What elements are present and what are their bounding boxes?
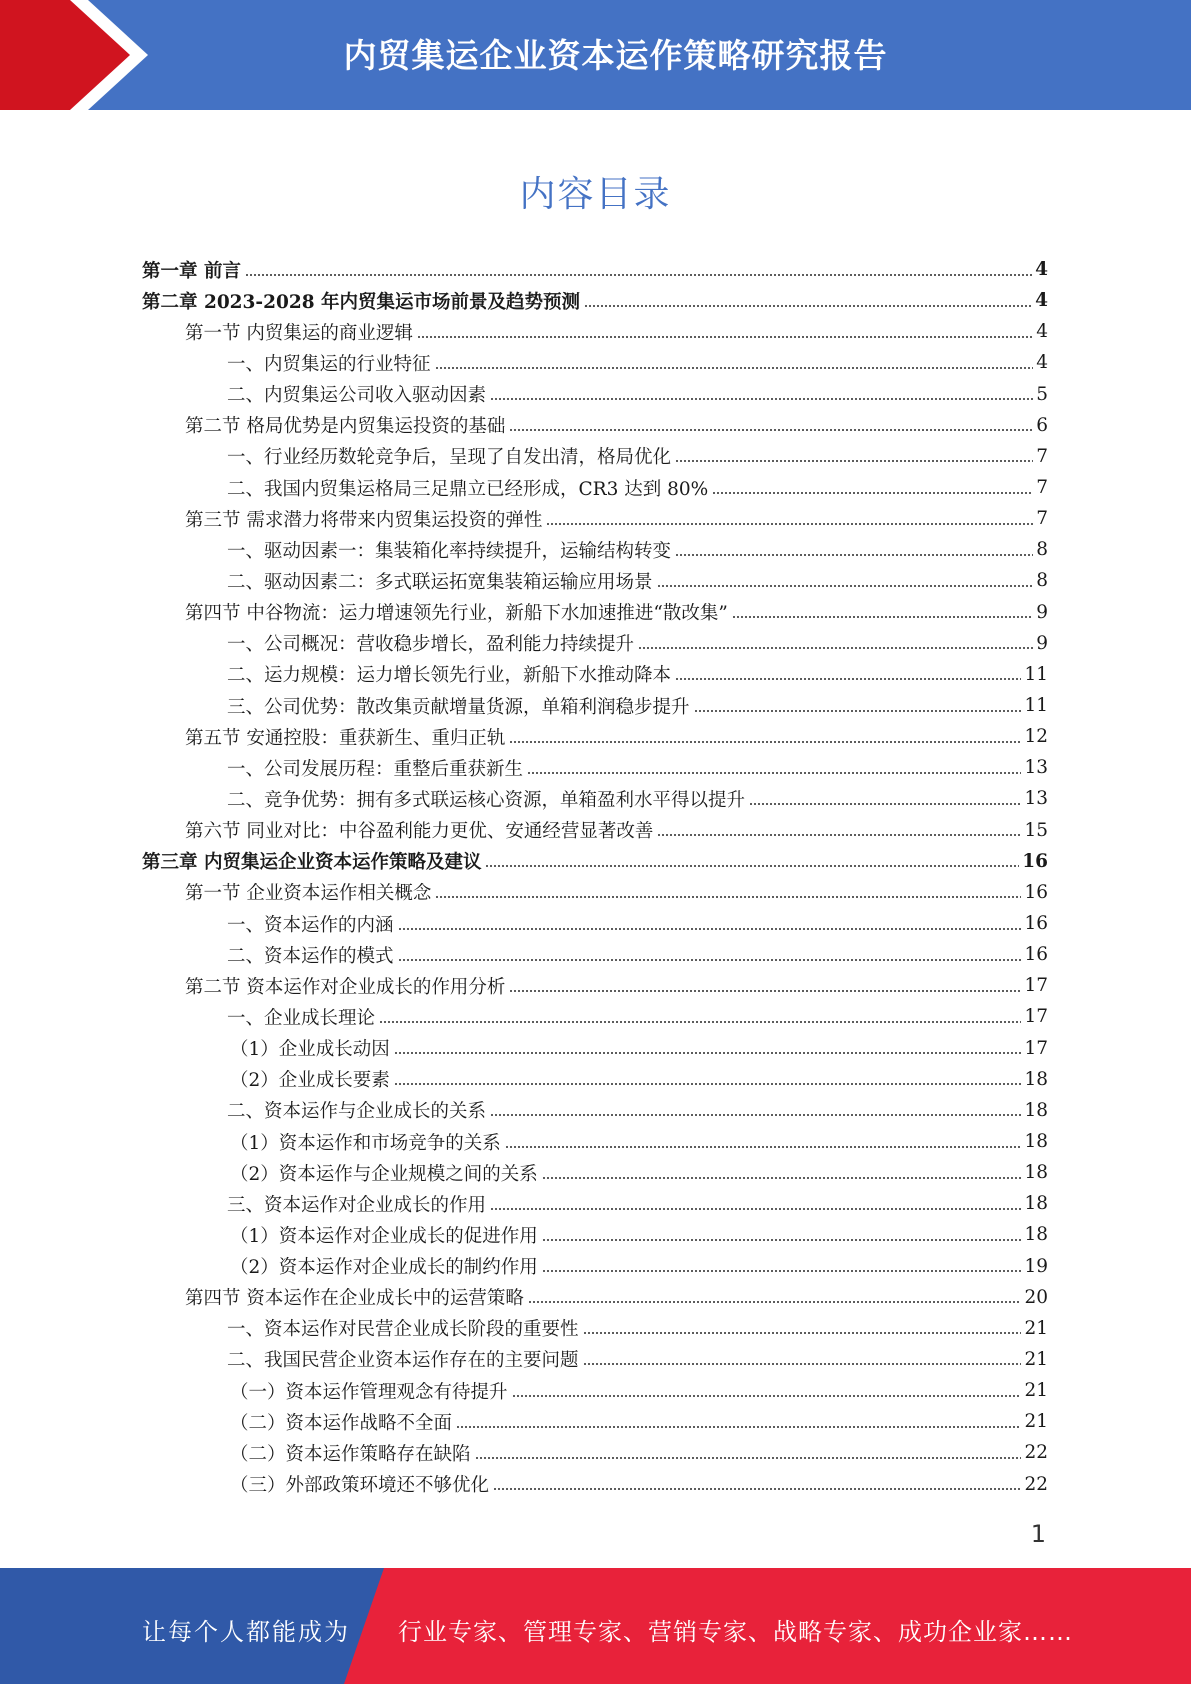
toc-leader-dots bbox=[527, 772, 1021, 774]
toc-entry-title: （2）企业成长要素 bbox=[230, 1070, 390, 1092]
toc-entry[interactable] bbox=[142, 877, 1048, 908]
toc-entry-title: 第三章 内贸集运企业资本运作策略及建议 bbox=[142, 852, 482, 874]
toc-entry[interactable] bbox=[142, 1126, 1048, 1157]
toc-entry[interactable] bbox=[142, 1095, 1048, 1126]
toc-leader-dots bbox=[694, 710, 1022, 712]
header-banner bbox=[0, 0, 1191, 110]
toc-entry-page: 8 bbox=[1036, 539, 1048, 561]
toc-entry-page: 18 bbox=[1024, 1162, 1048, 1184]
toc-entry[interactable] bbox=[142, 379, 1048, 410]
toc-leader-dots bbox=[490, 1208, 1021, 1210]
toc-entry[interactable] bbox=[142, 846, 1048, 877]
toc-leader-dots bbox=[675, 460, 1033, 462]
toc-entry[interactable] bbox=[142, 1188, 1048, 1219]
toc-leader-dots bbox=[493, 1488, 1021, 1490]
toc-leader-dots bbox=[749, 803, 1021, 805]
toc-entry-title: （三）外部政策环境还不够优化 bbox=[230, 1475, 490, 1497]
toc-entry-page: 7 bbox=[1036, 508, 1048, 530]
toc-entry-title: 一、内贸集运的行业特征 bbox=[227, 353, 431, 375]
toc-entry-page: 11 bbox=[1024, 695, 1048, 717]
toc-entry[interactable] bbox=[142, 1468, 1048, 1499]
toc-entry-title: （一）资本运作管理观念有待提升 bbox=[230, 1381, 508, 1403]
toc-leader-dots bbox=[512, 1395, 1022, 1397]
toc-entry[interactable] bbox=[142, 1437, 1048, 1468]
toc-entry-page: 18 bbox=[1024, 1099, 1048, 1121]
toc-entry[interactable] bbox=[142, 285, 1048, 316]
toc-entry[interactable] bbox=[142, 441, 1048, 472]
toc-entry[interactable] bbox=[142, 1344, 1048, 1375]
toc-leader-dots bbox=[675, 678, 1021, 680]
toc-entry[interactable] bbox=[142, 254, 1048, 285]
toc-leader-dots bbox=[245, 274, 1032, 276]
toc-entry-title: 第三节 需求潜力将带来内贸集运投资的弹性 bbox=[185, 509, 543, 531]
toc-entry[interactable] bbox=[142, 1375, 1048, 1406]
toc-entry-page: 21 bbox=[1024, 1411, 1048, 1433]
toc-entry[interactable] bbox=[142, 1251, 1048, 1282]
toc-leader-dots bbox=[509, 429, 1033, 431]
toc-entry-page: 13 bbox=[1024, 788, 1048, 810]
toc-entry-title: 三、资本运作对企业成长的作用 bbox=[227, 1194, 487, 1216]
toc-entry-title: （二）资本运作策略存在缺陷 bbox=[230, 1443, 471, 1465]
toc-leader-dots bbox=[398, 959, 1022, 961]
toc-entry-title: 一、公司发展历程：重整后重获新生 bbox=[227, 758, 524, 780]
toc-entry-page: 4 bbox=[1035, 290, 1048, 312]
table-of-contents bbox=[142, 254, 1048, 1500]
toc-leader-dots bbox=[542, 1270, 1022, 1272]
toc-entry[interactable] bbox=[142, 1219, 1048, 1250]
toc-entry-title: 第四节 资本运作在企业成长中的运营策略 bbox=[185, 1288, 524, 1310]
toc-entry-page: 17 bbox=[1024, 975, 1048, 997]
footer-banner bbox=[0, 1568, 1191, 1684]
toc-leader-dots bbox=[732, 616, 1033, 618]
toc-entry-page: 17 bbox=[1024, 1006, 1048, 1028]
footer-slogan-right: 行业专家、管理专家、营销专家、战略专家、成功企业家…… bbox=[398, 1618, 1073, 1646]
toc-entry-title: （1）企业成长动因 bbox=[230, 1039, 390, 1061]
toc-entry[interactable] bbox=[142, 721, 1048, 752]
toc-leader-dots bbox=[712, 492, 1033, 494]
toc-entry-title: 一、驱动因素一：集装箱化率持续提升，运输结构转变 bbox=[227, 540, 672, 562]
toc-entry-page: 4 bbox=[1036, 321, 1048, 343]
toc-entry[interactable] bbox=[142, 410, 1048, 441]
toc-entry-title: （2）资本运作与企业规模之间的关系 bbox=[230, 1163, 538, 1185]
toc-entry-title: （二）资本运作战略不全面 bbox=[230, 1412, 453, 1434]
toc-entry-page: 6 bbox=[1036, 414, 1048, 436]
toc-leader-dots bbox=[394, 1083, 1022, 1085]
toc-entry-page: 17 bbox=[1024, 1037, 1048, 1059]
toc-entry-page: 21 bbox=[1024, 1348, 1048, 1370]
toc-entry[interactable] bbox=[142, 1406, 1048, 1437]
toc-leader-dots bbox=[394, 1052, 1022, 1054]
toc-leader-dots bbox=[546, 523, 1033, 525]
toc-entry[interactable] bbox=[142, 815, 1048, 846]
toc-leader-dots bbox=[456, 1426, 1021, 1428]
toc-entry-title: 一、公司概况：营收稳步增长，盈利能力持续提升 bbox=[227, 634, 635, 656]
toc-entry[interactable] bbox=[142, 565, 1048, 596]
toc-leader-dots bbox=[638, 647, 1033, 649]
toc-leader-dots bbox=[542, 1239, 1022, 1241]
toc-entry[interactable] bbox=[142, 1157, 1048, 1188]
toc-entry-title: 二、我国内贸集运格局三足鼎立已经形成，CR3 达到 80% bbox=[227, 478, 709, 500]
toc-entry-page: 5 bbox=[1036, 383, 1048, 405]
toc-entry-title: 第四节 中谷物流：运力增速领先行业，新船下水加速推进“散改集” bbox=[185, 603, 728, 625]
toc-entry[interactable] bbox=[142, 1033, 1048, 1064]
toc-entry-page: 9 bbox=[1036, 601, 1048, 623]
toc-entry-title: 二、运力规模：运力增长领先行业，新船下水推动降本 bbox=[227, 665, 672, 687]
toc-entry-title: 第二章 2023-2028 年内贸集运市场前景及趋势预测 bbox=[142, 291, 581, 313]
toc-entry-page: 18 bbox=[1024, 1193, 1048, 1215]
toc-entry-title: 第一节 内贸集运的商业逻辑 bbox=[185, 322, 413, 344]
toc-entry-title: 二、我国民营企业资本运作存在的主要问题 bbox=[227, 1350, 579, 1372]
toc-entry-page: 9 bbox=[1036, 632, 1048, 654]
toc-entry-title: 第二节 格局优势是内贸集运投资的基础 bbox=[185, 416, 506, 438]
toc-entry-page: 18 bbox=[1024, 1068, 1048, 1090]
toc-entry-page: 13 bbox=[1024, 757, 1048, 779]
toc-entry-title: 三、公司优势：散改集贡献增量货源，单箱利润稳步提升 bbox=[227, 696, 690, 718]
toc-entry-page: 22 bbox=[1024, 1473, 1048, 1495]
toc-leader-dots bbox=[584, 305, 1032, 307]
toc-entry-page: 4 bbox=[1036, 352, 1048, 374]
toc-entry[interactable] bbox=[142, 1064, 1048, 1095]
toc-entry-title: 二、内贸集运公司收入驱动因素 bbox=[227, 385, 487, 407]
toc-leader-dots bbox=[583, 1363, 1022, 1365]
toc-leader-dots bbox=[435, 896, 1021, 898]
toc-entry-title: 一、资本运作的内涵 bbox=[227, 914, 394, 936]
toc-entry-page: 21 bbox=[1024, 1317, 1048, 1339]
toc-entry-page: 19 bbox=[1024, 1255, 1048, 1277]
toc-entry-page: 20 bbox=[1024, 1286, 1048, 1308]
toc-entry-page: 7 bbox=[1036, 445, 1048, 467]
toc-entry-title: 第六节 同业对比：中谷盈利能力更优、安通经营显著改善 bbox=[185, 821, 654, 843]
toc-leader-dots bbox=[435, 367, 1034, 369]
toc-entry-title: （1）资本运作对企业成长的促进作用 bbox=[230, 1225, 538, 1247]
toc-entry-title: 二、驱动因素二：多式联运拓宽集装箱运输应用场景 bbox=[227, 571, 653, 593]
toc-entry-page: 18 bbox=[1024, 1224, 1048, 1246]
toc-leader-dots bbox=[657, 585, 1034, 587]
toc-entry-title: 一、行业经历数轮竞争后，呈现了自发出清，格局优化 bbox=[227, 447, 672, 469]
page-title: 内容目录 bbox=[519, 174, 672, 215]
toc-entry-title: 二、资本运作的模式 bbox=[227, 945, 394, 967]
toc-entry-title: 二、资本运作与企业成长的关系 bbox=[227, 1101, 487, 1123]
toc-entry-title: 第一节 企业资本运作相关概念 bbox=[185, 883, 432, 905]
toc-entry-title: 一、企业成长理论 bbox=[227, 1007, 376, 1029]
toc-entry[interactable] bbox=[142, 597, 1048, 628]
toc-entry-page: 8 bbox=[1036, 570, 1048, 592]
toc-entry[interactable] bbox=[142, 472, 1048, 503]
toc-entry-page: 7 bbox=[1036, 477, 1048, 499]
toc-entry-page: 22 bbox=[1024, 1442, 1048, 1464]
toc-leader-dots bbox=[379, 1021, 1021, 1023]
toc-leader-dots bbox=[490, 398, 1033, 400]
toc-entry[interactable] bbox=[142, 347, 1048, 378]
toc-entry-page: 16 bbox=[1024, 913, 1048, 935]
toc-leader-dots bbox=[657, 834, 1021, 836]
toc-entry-page: 15 bbox=[1024, 819, 1048, 841]
page-number: 1 bbox=[1030, 1520, 1046, 1548]
toc-entry-title: 第二节 资本运作对企业成长的作用分析 bbox=[185, 976, 506, 998]
toc-leader-dots bbox=[398, 928, 1022, 930]
toc-entry-title: 一、资本运作对民营企业成长阶段的重要性 bbox=[227, 1319, 579, 1341]
toc-entry[interactable] bbox=[142, 1313, 1048, 1344]
toc-entry[interactable] bbox=[142, 970, 1048, 1001]
toc-entry-title: （2）资本运作对企业成长的制约作用 bbox=[230, 1257, 538, 1279]
toc-entry-page: 21 bbox=[1024, 1380, 1048, 1402]
toc-leader-dots bbox=[675, 554, 1033, 556]
toc-leader-dots bbox=[583, 1332, 1022, 1334]
toc-entry[interactable] bbox=[142, 1001, 1048, 1032]
toc-entry[interactable] bbox=[142, 690, 1048, 721]
toc-entry[interactable] bbox=[142, 503, 1048, 534]
toc-entry-title: （1）资本运作和市场竞争的关系 bbox=[230, 1132, 501, 1154]
toc-leader-dots bbox=[485, 865, 1019, 867]
toc-entry[interactable] bbox=[142, 752, 1048, 783]
report-title: 内贸集运企业资本运作策略研究报告 bbox=[343, 36, 888, 75]
toc-entry-page: 11 bbox=[1024, 663, 1048, 685]
toc-entry[interactable] bbox=[142, 316, 1048, 347]
toc-entry[interactable] bbox=[142, 908, 1048, 939]
toc-entry-title: 二、竞争优势：拥有多式联运核心资源，单箱盈利水平得以提升 bbox=[227, 789, 746, 811]
toc-entry[interactable] bbox=[142, 659, 1048, 690]
toc-leader-dots bbox=[509, 741, 1021, 743]
toc-leader-dots bbox=[505, 1146, 1022, 1148]
toc-leader-dots bbox=[475, 1457, 1022, 1459]
toc-entry[interactable] bbox=[142, 534, 1048, 565]
toc-entry-page: 16 bbox=[1024, 881, 1048, 903]
toc-entry-page: 4 bbox=[1035, 259, 1048, 281]
toc-entry[interactable] bbox=[142, 939, 1048, 970]
footer-slogan-left: 让每个人都能成为 bbox=[142, 1618, 350, 1646]
toc-leader-dots bbox=[417, 336, 1033, 338]
toc-leader-dots bbox=[528, 1301, 1022, 1303]
toc-leader-dots bbox=[542, 1177, 1022, 1179]
toc-entry-page: 18 bbox=[1024, 1131, 1048, 1152]
toc-leader-dots bbox=[490, 1114, 1021, 1116]
toc-leader-dots bbox=[509, 990, 1021, 992]
toc-entry-title: 第一章 前言 bbox=[142, 260, 241, 282]
toc-entry-page: 12 bbox=[1024, 726, 1048, 748]
toc-entry-page: 16 bbox=[1022, 850, 1048, 872]
toc-entry-title: 第五节 安通控股：重获新生、重归正轨 bbox=[185, 727, 506, 749]
toc-entry-page: 16 bbox=[1024, 944, 1048, 966]
toc-entry[interactable] bbox=[142, 628, 1048, 659]
toc-entry[interactable] bbox=[142, 1282, 1048, 1313]
toc-entry[interactable] bbox=[142, 783, 1048, 814]
